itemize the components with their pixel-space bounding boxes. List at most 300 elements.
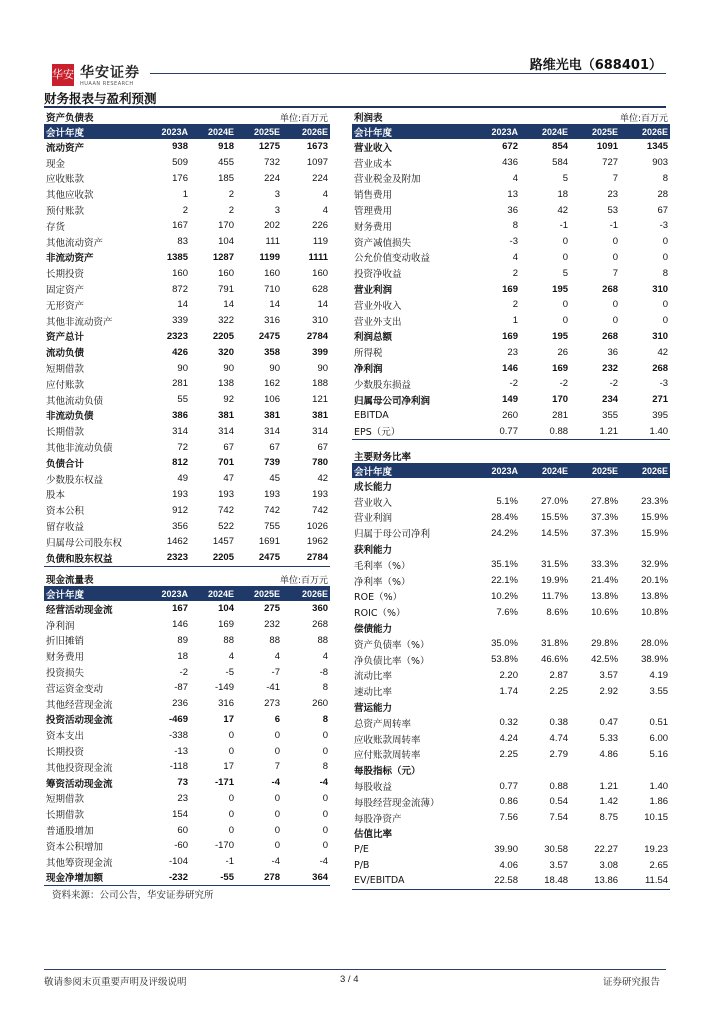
row-value: 0 bbox=[274, 840, 280, 852]
row-value: 1457 bbox=[212, 536, 234, 548]
row-label: 归属母公司净利润 bbox=[354, 395, 431, 407]
row-value: 918 bbox=[218, 141, 234, 153]
row-label: 长期借款 bbox=[46, 427, 85, 439]
row-value: 111 bbox=[265, 236, 280, 248]
row-value: 278 bbox=[236, 870, 282, 886]
row-value: 314 bbox=[264, 425, 280, 437]
row-value: 436 bbox=[502, 157, 518, 169]
row-value: 226 bbox=[312, 220, 329, 232]
row-value: 90 bbox=[223, 362, 234, 374]
row-value: 4.86 bbox=[599, 748, 619, 760]
row-label: 预付账款 bbox=[46, 206, 85, 218]
row-value: -1 bbox=[609, 220, 619, 232]
row-label: 折旧摊销 bbox=[46, 636, 85, 648]
row-value: -2 bbox=[179, 666, 188, 678]
row-value bbox=[520, 699, 570, 715]
row-value: 22.1% bbox=[491, 575, 518, 587]
table-row bbox=[352, 573, 670, 589]
row-value: -55 bbox=[190, 870, 236, 886]
row-value: 2 bbox=[512, 267, 518, 279]
row-value: 11.7% bbox=[541, 590, 569, 602]
row-value: 53 bbox=[607, 204, 619, 216]
row-value: 339 bbox=[172, 315, 188, 327]
row-value: 31.8% bbox=[541, 638, 569, 650]
company-title: 路维光电（688401） bbox=[529, 58, 662, 73]
row-value: 310 bbox=[652, 330, 669, 342]
row-value: 386 bbox=[172, 409, 188, 421]
row-value: 23 bbox=[177, 792, 188, 804]
row-value: 8 bbox=[322, 761, 329, 773]
column-header-year: 2024E bbox=[520, 464, 570, 479]
row-value: 742 bbox=[312, 504, 329, 516]
row-value: 37.3% bbox=[591, 527, 619, 539]
row-value: 42 bbox=[657, 346, 669, 358]
brand-name: 华安证券 bbox=[80, 65, 140, 81]
row-label: 存货 bbox=[46, 221, 66, 233]
table-row bbox=[352, 857, 670, 873]
row-value: 854 bbox=[552, 141, 569, 153]
column-header-year: 2024E bbox=[190, 587, 236, 602]
row-value: 160 bbox=[172, 267, 188, 279]
table-title-row bbox=[352, 449, 670, 464]
row-label: 营运资金变动 bbox=[46, 683, 104, 695]
table-row bbox=[352, 344, 670, 360]
row-label: 投资损失 bbox=[46, 668, 85, 680]
row-value: 509 bbox=[172, 157, 188, 169]
table-row bbox=[352, 202, 670, 218]
row-value: 3 bbox=[274, 204, 280, 216]
table-row bbox=[352, 234, 670, 250]
table-row bbox=[44, 870, 330, 886]
row-value bbox=[620, 478, 670, 494]
table-row bbox=[44, 344, 330, 360]
row-label: 流动资产 bbox=[46, 142, 85, 154]
section-divider bbox=[44, 106, 666, 108]
table-row bbox=[44, 712, 330, 728]
row-value: 260 bbox=[312, 698, 329, 710]
row-value: 7 bbox=[612, 267, 619, 279]
table-row bbox=[352, 841, 670, 857]
column-header-year: 2023A bbox=[144, 125, 190, 140]
row-value: -338 bbox=[168, 729, 188, 741]
row-label: 营业收入 bbox=[354, 497, 393, 509]
row-label: EBITDA bbox=[354, 409, 389, 421]
table-row bbox=[352, 265, 670, 281]
table-row bbox=[44, 139, 330, 155]
row-value: 160 bbox=[312, 267, 329, 279]
row-value: -5 bbox=[225, 666, 234, 678]
row-value: 314 bbox=[218, 425, 234, 437]
row-value: 92 bbox=[223, 394, 234, 406]
row-value bbox=[470, 478, 520, 494]
table-title: 利润表 bbox=[352, 110, 570, 125]
row-label: 筹资活动现金流 bbox=[46, 778, 113, 790]
row-value: 195 bbox=[552, 330, 569, 342]
column-header-year: 2026E bbox=[620, 464, 670, 479]
column-header-label: 会计年度 bbox=[352, 464, 470, 479]
row-value bbox=[620, 541, 670, 557]
row-value: 2.92 bbox=[599, 685, 619, 697]
row-value: 0 bbox=[562, 315, 569, 327]
row-value: 7.6% bbox=[496, 606, 518, 618]
row-label: 利润总额 bbox=[354, 332, 393, 344]
row-label: 营业外收入 bbox=[354, 300, 402, 312]
row-value: 5.33 bbox=[599, 733, 619, 745]
row-value: -170 bbox=[214, 840, 234, 852]
row-value: 24.2% bbox=[491, 527, 518, 539]
row-value: 320 bbox=[218, 346, 234, 358]
row-value bbox=[520, 541, 570, 557]
row-value: -41 bbox=[266, 682, 280, 694]
row-value: 90 bbox=[269, 362, 280, 374]
table-row bbox=[352, 218, 670, 234]
row-value: 8.6% bbox=[546, 606, 569, 618]
table-header-row bbox=[44, 587, 330, 602]
row-value: 7 bbox=[612, 172, 619, 184]
row-value: 72 bbox=[177, 441, 188, 453]
row-value: 1091 bbox=[596, 141, 619, 153]
column-header-year: 2025E bbox=[570, 464, 620, 479]
row-value: 42 bbox=[557, 204, 569, 216]
row-value: -4 bbox=[271, 777, 280, 789]
row-label: 其他流动负债 bbox=[46, 395, 104, 407]
row-label: 应收账款 bbox=[46, 174, 85, 186]
row-value: 45 bbox=[269, 473, 280, 485]
row-value: 146 bbox=[172, 619, 188, 631]
row-value: 1385 bbox=[166, 251, 188, 263]
row-value bbox=[470, 762, 520, 778]
row-value: 0 bbox=[228, 808, 234, 820]
row-value: -3 bbox=[509, 236, 518, 248]
row-value bbox=[570, 762, 620, 778]
data-source: 资料来源：公司公告，华安证券研究所 bbox=[52, 890, 214, 901]
row-value: 8 bbox=[512, 220, 518, 232]
row-value: -7 bbox=[271, 666, 280, 678]
table-row bbox=[352, 873, 670, 889]
table-row bbox=[44, 155, 330, 171]
row-label: 营业外支出 bbox=[354, 316, 402, 328]
row-value: 202 bbox=[264, 220, 280, 232]
table-row bbox=[352, 683, 670, 699]
row-value: 169 bbox=[502, 283, 518, 295]
row-label: 长期投资 bbox=[46, 269, 85, 281]
row-value: 4 bbox=[322, 188, 329, 200]
column-header-label: 会计年度 bbox=[44, 125, 144, 140]
table-row bbox=[44, 487, 330, 503]
row-label: 应付账款 bbox=[46, 379, 85, 391]
table-row bbox=[44, 408, 330, 424]
column-header-label: 会计年度 bbox=[352, 125, 470, 140]
table-title-row bbox=[352, 110, 670, 125]
table-row bbox=[44, 743, 330, 759]
row-label: 财务费用 bbox=[46, 652, 85, 664]
row-value: 14 bbox=[177, 299, 188, 311]
row-value: -118 bbox=[169, 761, 188, 773]
row-value: 1345 bbox=[646, 141, 669, 153]
row-value: 30.58 bbox=[544, 843, 569, 855]
row-value: 1.21 bbox=[570, 423, 620, 439]
row-value: 90 bbox=[317, 362, 329, 374]
row-value: 160 bbox=[218, 267, 234, 279]
row-label: 获利能力 bbox=[354, 545, 393, 557]
row-value: 2 bbox=[182, 204, 188, 216]
cash-flow-table bbox=[44, 572, 330, 886]
row-value: 314 bbox=[172, 425, 188, 437]
row-value: 5.16 bbox=[649, 748, 669, 760]
row-value: 1962 bbox=[306, 536, 329, 548]
table-unit: 单位:百万元 bbox=[236, 110, 330, 125]
table-row bbox=[352, 794, 670, 810]
row-value: 10.15 bbox=[644, 812, 669, 824]
row-value: 67 bbox=[317, 441, 329, 453]
table-row bbox=[44, 822, 330, 838]
row-label: 流动负债 bbox=[46, 348, 85, 360]
row-label: 资产总计 bbox=[46, 332, 85, 344]
row-value: 6 bbox=[274, 713, 280, 725]
row-value: 53.8% bbox=[491, 654, 518, 666]
table-row bbox=[352, 478, 670, 494]
row-value: 358 bbox=[264, 346, 280, 358]
row-value: 193 bbox=[264, 488, 280, 500]
row-value bbox=[620, 762, 670, 778]
row-value: -2 bbox=[559, 378, 569, 390]
row-value: 727 bbox=[602, 157, 619, 169]
row-value: 22.27 bbox=[594, 843, 619, 855]
table-unit: 单位:百万元 bbox=[236, 572, 330, 587]
row-value: 0 bbox=[662, 251, 669, 263]
table-row bbox=[352, 541, 670, 557]
row-value: 732 bbox=[264, 157, 280, 169]
footer-divider bbox=[44, 969, 666, 970]
row-value bbox=[570, 541, 620, 557]
row-label: 财务费用 bbox=[354, 221, 393, 233]
row-value: 21.4% bbox=[591, 575, 619, 587]
row-value: 310 bbox=[652, 283, 669, 295]
row-value: 88 bbox=[317, 634, 329, 646]
row-label: 净利润 bbox=[354, 364, 383, 376]
row-value: 4.74 bbox=[549, 733, 569, 745]
row-value: 2205 bbox=[212, 330, 234, 342]
row-value: 4.24 bbox=[499, 733, 518, 745]
row-value: 355 bbox=[602, 409, 619, 421]
row-value: 42.5% bbox=[591, 654, 619, 666]
row-value: 268 bbox=[312, 619, 329, 631]
table-row bbox=[44, 617, 330, 633]
row-label: 其他投资现金流 bbox=[46, 762, 113, 774]
row-label: 其他应收款 bbox=[46, 190, 94, 202]
row-value: 8 bbox=[662, 267, 669, 279]
row-value: 268 bbox=[602, 330, 619, 342]
row-value: 268 bbox=[602, 283, 619, 295]
row-value: 167 bbox=[172, 603, 188, 615]
row-value: 232 bbox=[264, 619, 280, 631]
row-value: 2.79 bbox=[549, 748, 569, 760]
row-value: 193 bbox=[172, 488, 188, 500]
table-unit: 单位:百万元 bbox=[570, 110, 670, 125]
row-value: 1673 bbox=[306, 141, 329, 153]
row-label: 资本公积增加 bbox=[46, 841, 104, 853]
row-value: 0 bbox=[562, 251, 569, 263]
row-label: 应收账款周转率 bbox=[354, 734, 421, 746]
section-title: 财务报表与盈利预测 bbox=[44, 91, 157, 106]
row-value: 2 bbox=[512, 299, 518, 311]
table-row bbox=[352, 297, 670, 313]
row-label: 净利率（%） bbox=[354, 576, 411, 588]
row-value: 2784 bbox=[306, 330, 329, 342]
row-label: EPS（元） bbox=[352, 423, 470, 439]
row-value: -171 bbox=[214, 777, 234, 789]
row-value: 1199 bbox=[259, 251, 280, 263]
row-label: 每股指标（元） bbox=[354, 766, 421, 778]
row-label: 资本公积 bbox=[46, 506, 85, 518]
row-value: 2323 bbox=[166, 330, 188, 342]
row-value: 316 bbox=[218, 698, 234, 710]
brand-logo bbox=[52, 62, 140, 87]
row-value: 14 bbox=[223, 299, 234, 311]
row-value: 170 bbox=[218, 220, 234, 232]
row-label: 现金 bbox=[46, 158, 66, 170]
table-title: 资产负债表 bbox=[44, 110, 236, 125]
row-value: 169 bbox=[502, 330, 518, 342]
row-value: 42 bbox=[317, 473, 329, 485]
row-label: 净利润 bbox=[46, 620, 75, 632]
table-row bbox=[44, 534, 330, 550]
row-value: 739 bbox=[264, 457, 280, 469]
row-label: 经营活动现金流 bbox=[46, 604, 113, 616]
row-value: -4 bbox=[271, 856, 280, 868]
row-label: 毛利率（%） bbox=[354, 560, 411, 572]
row-value: 23 bbox=[507, 346, 518, 358]
table-row bbox=[44, 360, 330, 376]
row-value: 4 bbox=[274, 650, 280, 662]
header-divider bbox=[150, 73, 666, 74]
row-value: -2 bbox=[509, 378, 518, 390]
table-row bbox=[352, 699, 670, 715]
table-row bbox=[352, 557, 670, 573]
row-label: 负债合计 bbox=[46, 458, 85, 470]
row-value: 314 bbox=[312, 425, 329, 437]
row-label: 普通股增加 bbox=[46, 826, 94, 838]
table-row bbox=[352, 186, 670, 202]
row-value: 2 bbox=[228, 188, 234, 200]
row-label: 其他非流动负债 bbox=[46, 443, 113, 455]
row-value: 0.54 bbox=[549, 796, 569, 808]
row-value: 0.38 bbox=[549, 717, 569, 729]
row-label: ROIC（%） bbox=[354, 608, 406, 620]
row-label: 投资净收益 bbox=[354, 269, 402, 281]
row-value bbox=[620, 826, 670, 842]
row-value: 19.23 bbox=[644, 843, 669, 855]
row-value: 4 bbox=[322, 204, 329, 216]
table-row bbox=[44, 550, 330, 566]
table-row bbox=[44, 423, 330, 439]
row-value: 455 bbox=[218, 157, 234, 169]
table-row bbox=[44, 759, 330, 775]
row-value: 18 bbox=[177, 650, 188, 662]
row-label: 流动比率 bbox=[354, 671, 393, 683]
row-value: 10.2% bbox=[491, 590, 518, 602]
row-value: 29.8% bbox=[591, 638, 619, 650]
row-value bbox=[470, 826, 520, 842]
row-value: 121 bbox=[312, 394, 329, 406]
row-value: 14.5% bbox=[541, 527, 569, 539]
row-label: 成长能力 bbox=[354, 481, 393, 493]
row-value: 3.55 bbox=[649, 685, 669, 697]
row-label: EV/EBITDA bbox=[352, 873, 470, 889]
row-value: 224 bbox=[264, 172, 280, 184]
row-value: 2.25 bbox=[549, 685, 569, 697]
table-row bbox=[352, 250, 670, 266]
table-row bbox=[44, 727, 330, 743]
row-value: 18.48 bbox=[520, 873, 570, 889]
row-value: 316 bbox=[264, 315, 280, 327]
row-label: 短期借款 bbox=[46, 364, 85, 376]
row-value: 0.88 bbox=[520, 423, 570, 439]
row-value: 791 bbox=[218, 283, 234, 295]
table-title: 主要财务比率 bbox=[352, 449, 570, 464]
table-row bbox=[44, 218, 330, 234]
row-value: 8 bbox=[322, 682, 329, 694]
row-value: 36 bbox=[607, 346, 619, 358]
table-row bbox=[352, 762, 670, 778]
row-label: 每股收益 bbox=[354, 782, 393, 794]
row-label: 非流动负债 bbox=[46, 411, 94, 423]
row-value: 2205 bbox=[190, 550, 236, 566]
row-value: 1275 bbox=[258, 141, 280, 153]
row-value: 8.75 bbox=[599, 812, 619, 824]
row-value: 3 bbox=[274, 188, 280, 200]
page-number: 3 / 4 bbox=[340, 974, 359, 985]
table-row bbox=[44, 313, 330, 329]
row-value: 4.19 bbox=[649, 669, 669, 681]
row-value: 4 bbox=[512, 251, 518, 263]
column-header-year: 2024E bbox=[520, 125, 570, 140]
row-label: 归属于母公司净利 bbox=[354, 529, 431, 541]
column-header-year: 2026E bbox=[282, 587, 330, 602]
row-value: 104 bbox=[218, 603, 234, 615]
row-value: 0 bbox=[322, 745, 329, 757]
row-value: 188 bbox=[312, 378, 329, 390]
row-value: 35.0% bbox=[491, 638, 518, 650]
row-value: 88 bbox=[269, 634, 280, 646]
row-label: 其他非流动资产 bbox=[46, 316, 113, 328]
row-value: 0 bbox=[228, 824, 234, 836]
row-value: 67 bbox=[657, 204, 669, 216]
row-value: 755 bbox=[264, 520, 280, 532]
row-value: 1462 bbox=[166, 536, 188, 548]
row-value: 1.42 bbox=[599, 796, 619, 808]
row-value: 3.57 bbox=[549, 859, 569, 871]
row-label: 归属母公司股东权 bbox=[46, 537, 123, 549]
row-value: 701 bbox=[218, 457, 234, 469]
row-value: 39.90 bbox=[494, 843, 518, 855]
row-value: 10.6% bbox=[591, 606, 619, 618]
row-value: 146 bbox=[502, 362, 518, 374]
column-header-label: 会计年度 bbox=[44, 587, 144, 602]
row-value: 5 bbox=[562, 267, 569, 279]
table-row bbox=[352, 747, 670, 763]
brand-name-en: HUAAN RESEARCH bbox=[80, 81, 134, 87]
row-value: 17 bbox=[223, 761, 234, 773]
row-value: 13.8% bbox=[591, 590, 619, 602]
row-value: 2475 bbox=[258, 330, 280, 342]
table-row bbox=[44, 791, 330, 807]
row-value: 14 bbox=[269, 299, 280, 311]
row-value: 149 bbox=[502, 394, 518, 406]
table-row bbox=[44, 471, 330, 487]
column-header-year: 2026E bbox=[620, 125, 670, 140]
row-value: 1.21 bbox=[599, 780, 619, 792]
